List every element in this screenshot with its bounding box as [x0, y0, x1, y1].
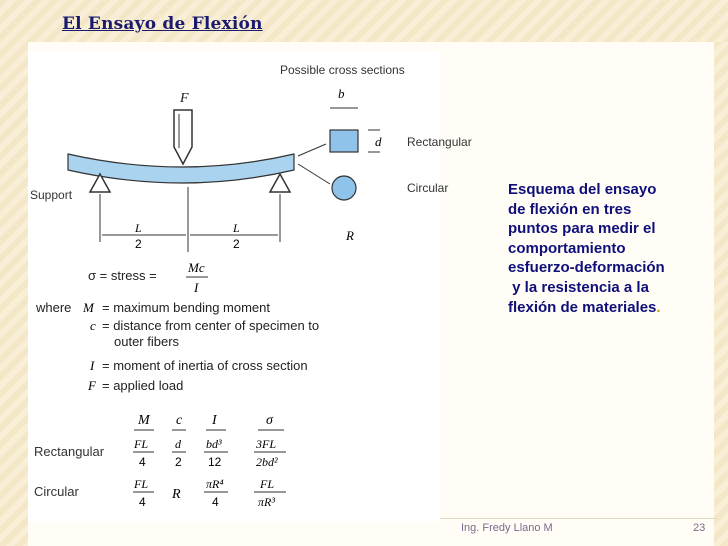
cell-rect-m-num: FL: [134, 437, 149, 451]
table-header-sigma: σ: [266, 413, 273, 428]
slide-title: El Ensayo de Flexión: [62, 14, 263, 34]
arrow-to-circle: [298, 164, 330, 184]
table-row-rect-label: Rectangular: [34, 444, 105, 459]
caption-line: Esquema del ensayo: [508, 181, 657, 198]
stress-equation-num: Mc: [188, 260, 205, 275]
caption-line: comportamiento: [508, 239, 626, 257]
cell-rect-c-num: d: [175, 437, 181, 451]
cell-circ-m-num: FL: [134, 477, 149, 491]
cell-rect-m-den: 4: [139, 455, 146, 469]
decorative-left-band: [0, 0, 28, 546]
cell-rect-i-num: bd³: [206, 437, 222, 451]
cell-circ-i-den: 4: [212, 495, 219, 509]
footer-divider: [440, 518, 716, 519]
caption-line: flexión de materiales: [508, 298, 657, 316]
table-header-c: c: [176, 413, 183, 428]
def-c: = distance from center of specimen to: [102, 318, 320, 333]
footer-author: Ing. Fredy Llano M: [461, 522, 553, 534]
cell-circ-sigma-den: πR³: [258, 495, 275, 509]
cell-circ-sigma-num: FL: [260, 477, 275, 491]
cell-rect-c-den: 2: [175, 455, 182, 469]
cell-circ-c: R: [172, 487, 181, 502]
formula-table: [34, 413, 286, 509]
cell-circ-m-den: 4: [139, 495, 146, 509]
circular-label: Circular: [407, 181, 449, 195]
caption-line: puntos para medir el: [508, 220, 656, 238]
caption-text: [508, 180, 724, 317]
figure-svg: [28, 52, 472, 522]
caption-line: de flexión en tres: [508, 200, 632, 218]
caption-end-dot: .: [656, 298, 661, 316]
half-span-right-den: 2: [233, 237, 240, 251]
radius-label: R: [346, 228, 354, 243]
page-number: 23: [693, 522, 706, 534]
support-label: Support: [30, 188, 73, 202]
support-right: [270, 174, 290, 192]
depth-label: d: [375, 134, 382, 149]
def-symbol-c: c: [90, 318, 96, 333]
table-header-m: M: [138, 413, 150, 428]
def-f: = applied load: [102, 378, 184, 393]
def-i: = moment of inertia of cross section: [102, 358, 308, 373]
cross-sections-heading: Possible cross sections: [280, 63, 405, 77]
def-symbol-f: F: [88, 378, 96, 393]
circle-section: [332, 176, 356, 200]
def-symbol-m: M: [83, 300, 94, 315]
caption-line: esfuerzo-deformación: [508, 259, 665, 277]
cell-rect-sigma-den: 2bd²: [256, 455, 278, 469]
width-label: b: [338, 86, 345, 101]
indenter-shape: [174, 110, 192, 164]
def-m: = maximum bending moment: [102, 300, 270, 315]
half-span-left-den: 2: [135, 237, 142, 251]
arrow-to-rect: [298, 144, 326, 156]
def-prefix: where: [36, 300, 72, 315]
cell-circ-i-num: πR⁴: [206, 477, 224, 491]
half-span-left-num: L: [135, 221, 142, 235]
half-span-right-num: L: [233, 221, 240, 235]
rect-section: [330, 130, 358, 152]
table-row-circ-label: Circular: [34, 484, 79, 499]
stress-equation-den: I: [194, 280, 199, 295]
bending-test-figure: [28, 52, 472, 522]
def-symbol-i: I: [90, 358, 95, 373]
caption-line: y la resistencia a la: [508, 278, 649, 296]
cell-rect-i-den: 12: [208, 455, 222, 469]
def-c-cont: outer fibers: [114, 334, 180, 349]
table-header-i: I: [212, 413, 217, 428]
rectangular-label: Rectangular: [407, 135, 472, 149]
force-label: F: [180, 91, 189, 106]
cell-rect-sigma-num: 3FL: [256, 437, 277, 451]
stress-equation-lhs: σ = stress =: [88, 268, 157, 283]
caption-line-last: [508, 298, 724, 318]
